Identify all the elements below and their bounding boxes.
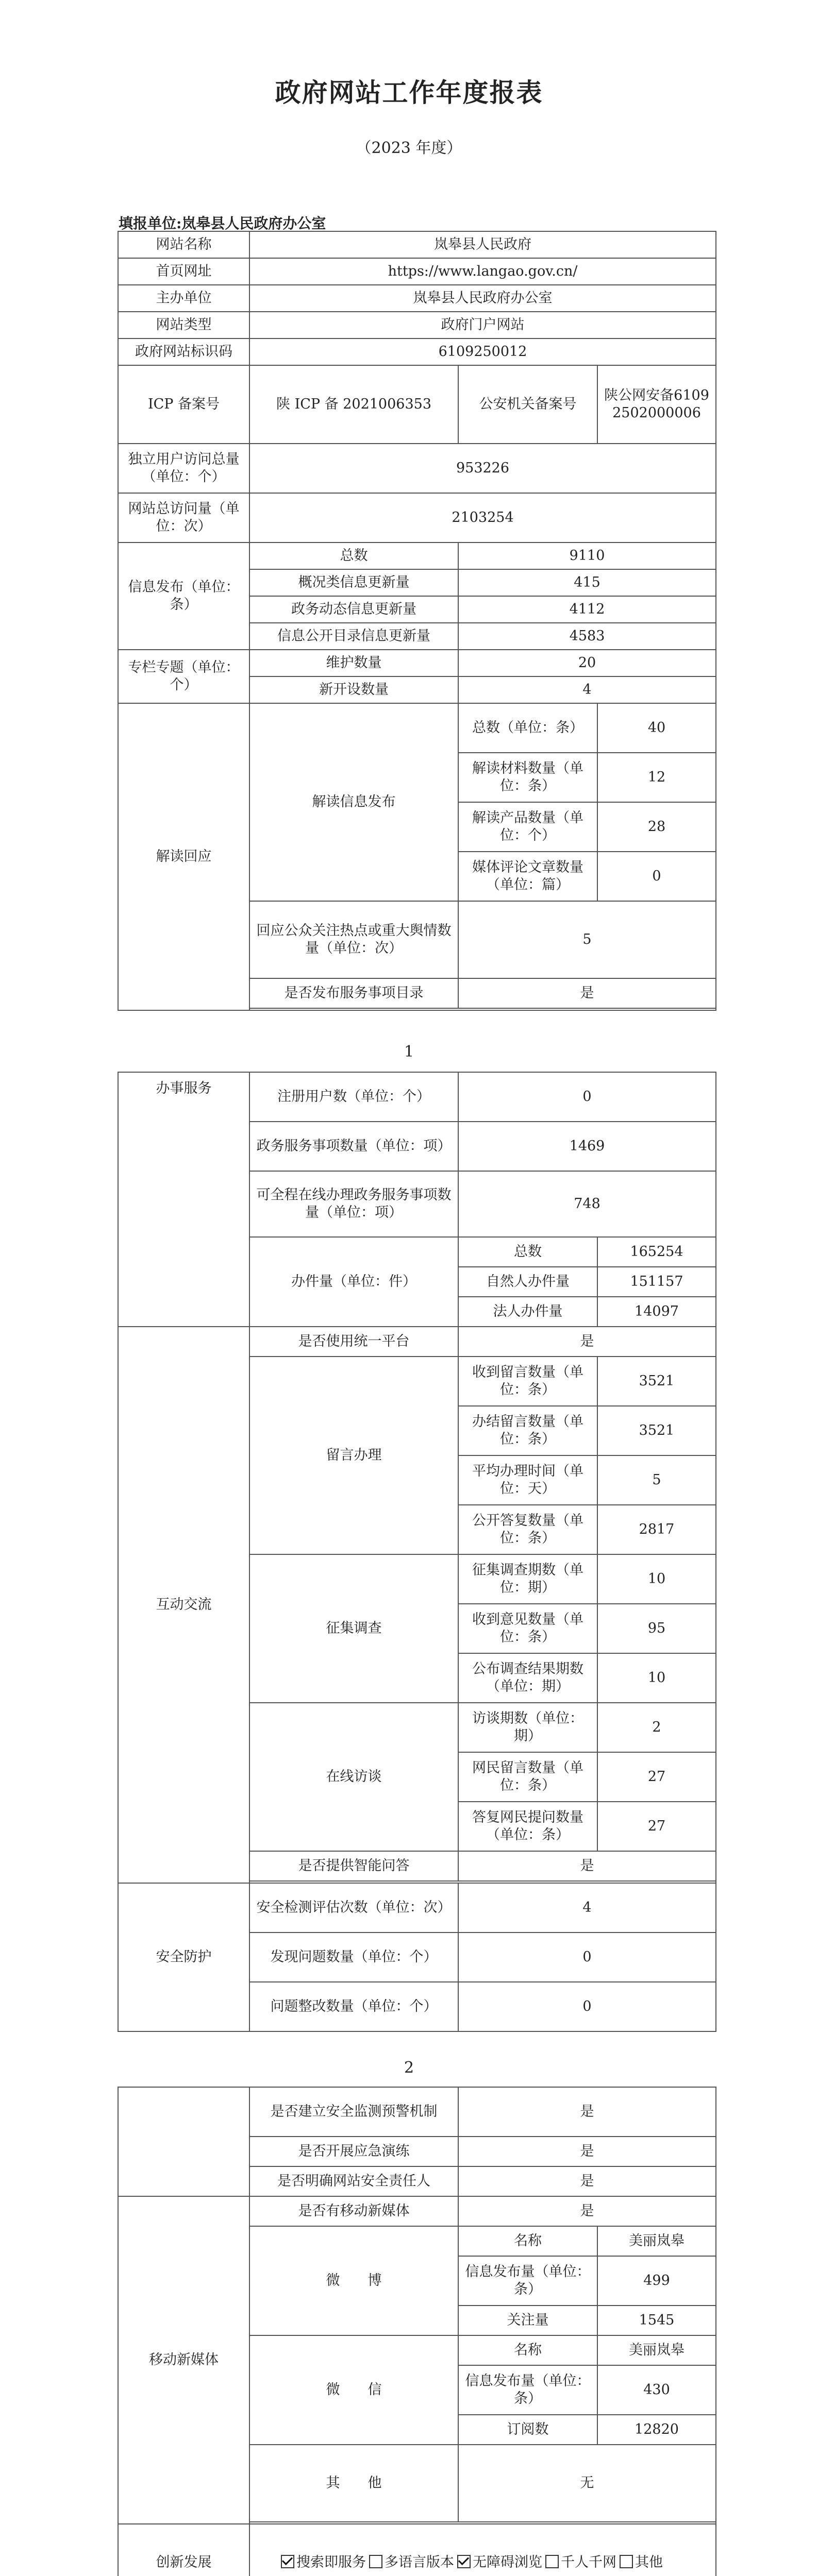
table-row — [118, 703, 716, 753]
report-year: （2023 年度） — [356, 139, 462, 157]
talk-msg: 27 — [597, 1752, 716, 1802]
msg-recv-label: 收到留言数量（单位：条） — [458, 1357, 597, 1406]
publish-overview: 415 — [458, 569, 716, 596]
msg-public-label: 公开答复数量（单位：条） — [458, 1505, 597, 1554]
table-row — [118, 650, 716, 676]
platform-value: 是 — [458, 1327, 716, 1357]
fixed-value: 0 — [458, 1982, 716, 2031]
wx-name-label: 名称 — [458, 2335, 597, 2365]
monitor-value: 是 — [458, 2087, 716, 2137]
publish-total: 9110 — [458, 543, 716, 569]
platform-label: 是否使用统一平台 — [249, 1327, 458, 1357]
columns-new-label: 新开设数量 — [249, 676, 458, 703]
interpret-media: 0 — [597, 852, 716, 901]
survey-opinion: 95 — [597, 1604, 716, 1653]
table-row — [118, 1072, 716, 1122]
media-label: 移动新媒体 — [118, 2196, 249, 2524]
publish-catalog: 4583 — [458, 623, 716, 650]
table-row — [118, 285, 716, 312]
innovation-option[interactable]: 其他 — [620, 2554, 663, 2571]
checkbox-icon[interactable] — [545, 2555, 559, 2568]
site-code: 6109250012 — [249, 338, 716, 365]
publish-label: 信息发布（单位：条） — [118, 543, 249, 650]
talk-reply: 27 — [597, 1802, 716, 1851]
icp-label: ICP 备案号 — [118, 365, 249, 444]
wx-sub: 12820 — [597, 2415, 716, 2445]
wb-name: 美丽岚皋 — [597, 2226, 716, 2256]
checkbox-checked-icon[interactable] — [281, 2555, 294, 2568]
talk-msg-label: 网民留言数量（单位：条） — [458, 1752, 597, 1802]
checkbox-icon[interactable] — [620, 2555, 633, 2568]
icp-value: 陕 ICP 备 2021006353 — [249, 365, 458, 444]
security-label: 安全防护 — [118, 1883, 249, 2031]
site-name-label: 网站名称 — [118, 231, 249, 258]
table-row — [118, 2524, 716, 2576]
report-title: 政府网站工作年度报表 — [275, 77, 543, 108]
table-row — [118, 1327, 716, 1357]
found-value: 0 — [458, 1933, 716, 1982]
interpret-catalog: 是 — [458, 978, 716, 1008]
publish-total-label: 总数 — [249, 543, 458, 569]
wx-pub: 430 — [597, 2365, 716, 2415]
fill-unit: 填报单位:岚皋县人民政府办公室 — [119, 215, 326, 232]
fixed-label: 问题整改数量（单位：个） — [249, 1982, 458, 2031]
interpret-material: 12 — [597, 753, 716, 802]
services-volume-label: 办件量（单位：件） — [249, 1237, 458, 1327]
msg-time: 5 — [597, 1455, 716, 1505]
table-row — [118, 338, 716, 365]
msg-done: 3521 — [597, 1406, 716, 1455]
wb-follow-label: 关注量 — [458, 2306, 597, 2335]
interpret-material-label: 解读材料数量（单位：条） — [458, 753, 597, 802]
interpret-response: 5 — [458, 901, 716, 978]
interact-label: 互动交流 — [118, 1327, 249, 1883]
publish-overview-label: 概况类信息更新量 — [249, 569, 458, 596]
media-has: 是 — [458, 2196, 716, 2226]
survey-count: 10 — [597, 1554, 716, 1604]
table-row — [118, 543, 716, 569]
msg-label: 留言办理 — [249, 1357, 458, 1554]
innovation-option[interactable]: 多语言版本 — [369, 2554, 454, 2571]
table-row — [118, 365, 716, 444]
site-name: 岚皋县人民政府 — [249, 231, 716, 258]
services-reg-label: 注册用户数（单位：个） — [249, 1072, 458, 1122]
publish-catalog-label: 信息公开目录信息更新量 — [249, 623, 458, 650]
innovation-option[interactable]: 搜索即服务 — [281, 2554, 366, 2571]
checkbox-icon[interactable] — [369, 2555, 382, 2568]
table-row — [118, 444, 716, 493]
columns-label: 专栏专题（单位：个） — [118, 650, 249, 703]
msg-recv: 3521 — [597, 1357, 716, 1406]
table-row — [118, 231, 716, 258]
home-url: https://www.langao.gov.cn/ — [249, 258, 716, 285]
monitor-label: 是否建立安全监测预警机制 — [249, 2087, 458, 2137]
check-label: 安全检测评估次数（单位：次） — [249, 1883, 458, 1933]
smart-value: 是 — [458, 1851, 716, 1881]
vol-natural: 151157 — [597, 1267, 716, 1297]
msg-time-label: 平均办理时间（单位：天） — [458, 1455, 597, 1505]
wx-name: 美丽岚皋 — [597, 2335, 716, 2365]
survey-opinion-label: 收到意见数量（单位：条） — [458, 1604, 597, 1653]
survey-result: 10 — [597, 1653, 716, 1703]
survey-result-label: 公布调查结果期数（单位：期） — [458, 1653, 597, 1703]
smart-label: 是否提供智能问答 — [249, 1851, 458, 1881]
services-online: 748 — [458, 1171, 716, 1237]
innovation-option[interactable]: 无障碍浏览 — [457, 2554, 542, 2571]
services-label: 办事服务 — [118, 1072, 249, 1327]
type-label: 网站类型 — [118, 312, 249, 338]
checkbox-checked-icon[interactable] — [457, 2555, 471, 2568]
visitors-value: 953226 — [249, 444, 716, 493]
talk-label: 在线访谈 — [249, 1703, 458, 1851]
table-row — [118, 258, 716, 285]
resp-label: 是否明确网站安全责任人 — [249, 2166, 458, 2196]
service-interact-table — [118, 1072, 716, 2032]
views-label: 网站总访问量（单位：次） — [118, 493, 249, 543]
table-row — [118, 1883, 716, 1933]
police-label: 公安机关备案号 — [458, 365, 597, 444]
weibo-label: 微 博 — [249, 2226, 458, 2335]
talk-reply-label: 答复网民提问数量（单位：条） — [458, 1802, 597, 1851]
interpret-response-label: 回应公众关注热点或重大舆情数量（单位：次） — [249, 901, 458, 978]
check-value: 4 — [458, 1883, 716, 1933]
drill-label: 是否开展应急演练 — [249, 2137, 458, 2166]
table-row — [118, 312, 716, 338]
services-items: 1469 — [458, 1122, 716, 1171]
services-reg: 0 — [458, 1072, 716, 1122]
survey-label: 征集调查 — [249, 1554, 458, 1703]
table-row — [118, 493, 716, 543]
wb-pub: 499 — [597, 2256, 716, 2306]
wb-name-label: 名称 — [458, 2226, 597, 2256]
columns-maint-label: 维护数量 — [249, 650, 458, 676]
code-label: 政府网站标识码 — [118, 338, 249, 365]
interpret-total: 40 — [597, 703, 716, 753]
wechat-label: 微 信 — [249, 2335, 458, 2445]
org-label: 主办单位 — [118, 285, 249, 312]
columns-maint: 20 — [458, 650, 716, 676]
interpret-media-label: 媒体评论文章数量（单位：篇） — [458, 852, 597, 901]
org: 岚皋县人民政府办公室 — [249, 285, 716, 312]
basic-info-table — [118, 231, 716, 1011]
columns-new: 4 — [458, 676, 716, 703]
innovation-label: 创新发展 — [118, 2524, 249, 2576]
other-label: 其 他 — [249, 2445, 458, 2522]
survey-count-label: 征集调查期数（单位：期） — [458, 1554, 597, 1604]
msg-done-label: 办结留言数量（单位：条） — [458, 1406, 597, 1455]
interpret-sub-label: 解读信息发布 — [249, 703, 458, 901]
wb-follow: 1545 — [597, 2306, 716, 2335]
interpret-product-label: 解读产品数量（单位：个） — [458, 802, 597, 852]
wx-sub-label: 订阅数 — [458, 2415, 597, 2445]
resp-value: 是 — [458, 2166, 716, 2196]
other-value: 无 — [458, 2445, 716, 2522]
page-number: 2 — [404, 2059, 414, 2077]
talk-count: 2 — [597, 1703, 716, 1752]
vol-natural-label: 自然人办件量 — [458, 1267, 597, 1297]
innovation-option[interactable]: 千人千网 — [545, 2554, 616, 2571]
vol-legal: 14097 — [597, 1297, 716, 1327]
innovation-options — [249, 2524, 716, 2576]
vol-total-label: 总数 — [458, 1237, 597, 1267]
views-value: 2103254 — [249, 493, 716, 543]
media-table — [118, 2087, 716, 2576]
site-type: 政府门户网站 — [249, 312, 716, 338]
police-value: 陕公网安备61092502000006 — [597, 365, 716, 444]
interpret-label: 解读回应 — [118, 703, 249, 1010]
home-label: 首页网址 — [118, 258, 249, 285]
found-label: 发现问题数量（单位：个） — [249, 1933, 458, 1982]
wx-pub-label: 信息发布量（单位：条） — [458, 2365, 597, 2415]
publish-news: 4112 — [458, 596, 716, 623]
talk-count-label: 访谈期数（单位：期） — [458, 1703, 597, 1752]
page-number: 1 — [404, 1043, 414, 1061]
msg-public: 2817 — [597, 1505, 716, 1554]
interpret-catalog-label: 是否发布服务事项目录 — [249, 978, 458, 1008]
interpret-total-label: 总数（单位：条） — [458, 703, 597, 753]
visitors-label: 独立用户访问总量（单位：个） — [118, 444, 249, 493]
table-row — [118, 2087, 716, 2137]
wb-pub-label: 信息发布量（单位：条） — [458, 2256, 597, 2306]
table-row — [118, 2196, 716, 2226]
services-online-label: 可全程在线办理政务服务事项数量（单位：项） — [249, 1171, 458, 1237]
services-items-label: 政务服务事项数量（单位：项） — [249, 1122, 458, 1171]
media-has-label: 是否有移动新媒体 — [249, 2196, 458, 2226]
publish-news-label: 政务动态信息更新量 — [249, 596, 458, 623]
interpret-product: 28 — [597, 802, 716, 852]
vol-legal-label: 法人办件量 — [458, 1297, 597, 1327]
drill-value: 是 — [458, 2137, 716, 2166]
vol-total: 165254 — [597, 1237, 716, 1267]
